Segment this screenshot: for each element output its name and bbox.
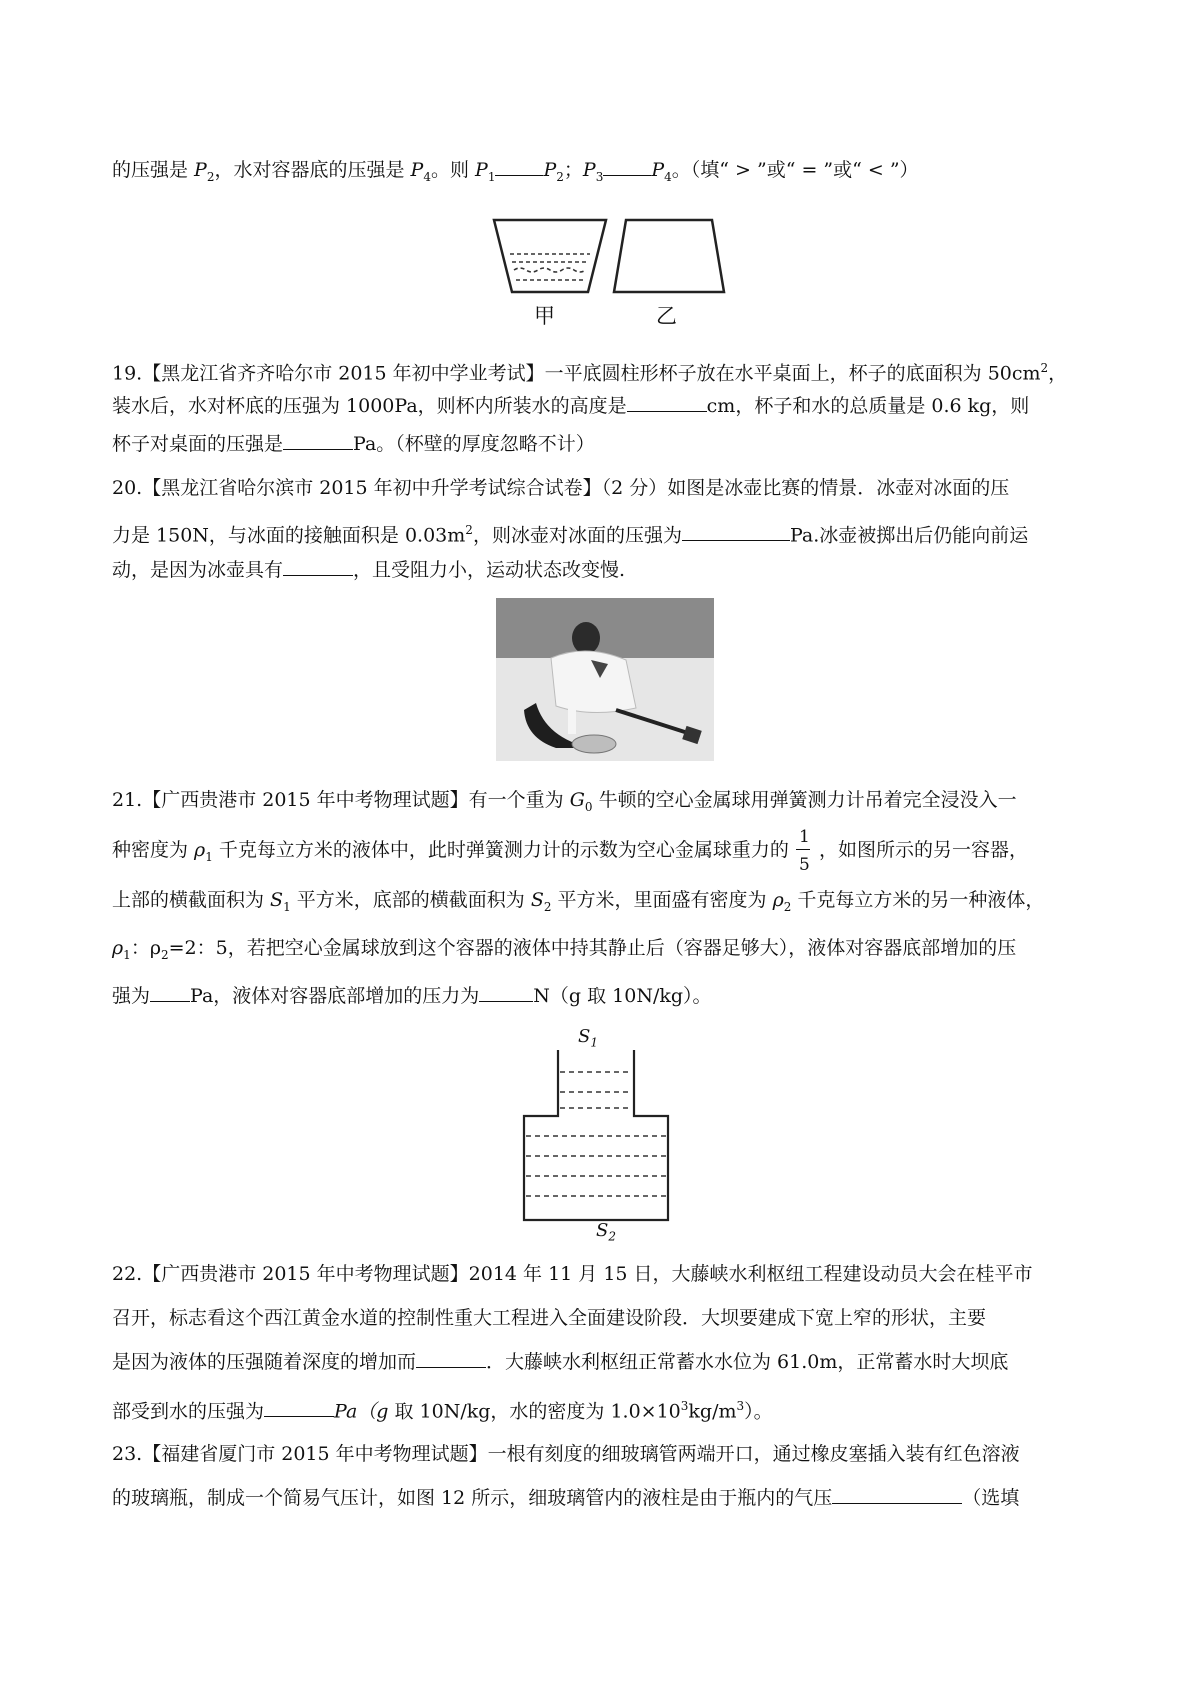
q21-line-2: 种密度为 $\rho_1$ 千克每立方米的液体中，此时弹簧测力计的示数为空心金属球重力的 $\frac{1}{5}$ ，如图所示的另一容器， <box>112 827 1029 875</box>
stepped-container-figure <box>508 1028 684 1246</box>
q22-line-4: 部受到水的压强为 Pa（g 取 10N/kg，水的密度为 $1.0\times 10^3kg/m^3$）。 <box>112 1399 773 1423</box>
answer-blank[interactable] <box>603 157 651 176</box>
s1-label: $S_1$ <box>578 1026 598 1050</box>
q19-line-3: 杯子对桌面的压强是 Pa。（杯壁的厚度忽略不计） <box>112 433 595 455</box>
curling-stone <box>572 735 616 753</box>
q22-line-3: 是因为液体的压强随着深度的增加而 ．大藤峡水利枢纽正常蓄水水位为 61.0m，正常蓄水时大坝底 <box>112 1351 1009 1373</box>
answer-blank[interactable] <box>283 431 353 450</box>
answer-blank[interactable] <box>682 522 790 541</box>
answer-blank[interactable] <box>832 1485 962 1504</box>
q23-line-2: 的玻璃瓶，制成一个简易气压计，如图 12 所示，细玻璃管内的液柱是由于瓶内的气压 （选填 <box>112 1487 1020 1509</box>
answer-blank[interactable] <box>495 157 543 176</box>
answer-blank[interactable] <box>479 983 533 1002</box>
container-left-shape <box>494 220 606 292</box>
water-lines <box>510 254 590 280</box>
container-outline <box>524 1050 668 1220</box>
container-right-shape <box>614 220 724 292</box>
figure-label-yi: 乙 <box>656 304 677 328</box>
q19-line-1: 19.【黑龙江省齐齐哈尔市 2015 年初中学业考试】一平底圆柱形杯子放在水平桌面上，杯子的底面积为 $50cm^2$， <box>112 361 1068 385</box>
q21-line-4: $\rho_1$：$\rho_2=2$：5，若把空心金属球放到这个容器的液体中持其静止后（容器足够大），液体对容器底部增加的压 <box>112 937 1017 962</box>
q21-line-5: 强为 Pa，液体对容器底部增加的压力为 N（g 取 10N/kg）。 <box>112 985 712 1007</box>
q23-line-1: 23.【福建省厦门市 2015 年中考物理试题】一根有刻度的细玻璃管两端开口，通过橡皮塞插入装有红色溶液 <box>112 1443 1020 1465</box>
q21-line-1: 21.【广西贵港市 2015 年中考物理试题】有一个重为 $G_0$ 牛顿的空心金属球用弹簧测力计吊着完全浸没入一 <box>112 789 1017 814</box>
q19-line-2: 装水后，水对杯底的压强为 1000Pa，则杯内所装水的高度是 cm，杯子和水的总质量是 0.6 kg，则 <box>112 395 1030 417</box>
answer-blank[interactable] <box>264 1398 334 1417</box>
q22-line-1: 22.【广西贵港市 2015 年中考物理试题】2014 年 11 月 15 日，大藤峡水利枢纽工程建设动员大会在桂平市 <box>112 1263 1033 1285</box>
q22-line-2: 召开，标志看这个西江黄金水道的控制性重大工程进入全面建设阶段．大坝要建成下宽上窄的形状，主要 <box>112 1307 987 1329</box>
q18-line-1: 的压强是 $P_2$，水对容器底的压强是 $P_4$。则 $P_1$ $P_2$；$P_3$ $P_4$。（填“ > ”或“ = ”或“ < ”） <box>112 159 919 184</box>
q20-line-3: 动，是因为冰壶具有 ，且受阻力小，运动状态改变慢. <box>112 559 626 581</box>
fraction-one-fifth: $\frac{1}{5}$ <box>795 837 813 865</box>
q20-line-1: 20.【黑龙江省哈尔滨市 2015 年初中升学考试综合试卷】（2 分）如图是冰壶比赛的情景．冰壶对冰面的压 <box>112 477 1010 499</box>
q20-line-2: 力是 150N，与冰面的接触面积是 $0.03m^2$，则冰壶对冰面的压强为 Pa.冰壶被掷出后仍能向前运 <box>112 523 1029 547</box>
answer-blank[interactable] <box>627 393 707 412</box>
curling-photo <box>496 598 714 761</box>
s2-label: $S_2$ <box>596 1220 616 1244</box>
answer-blank[interactable] <box>150 983 190 1002</box>
liquid-lines <box>526 1072 666 1196</box>
q21-line-3: 上部的横截面积为 $S_1$ 平方米，底部的横截面积为 $S_2$ 平方米，里面盛有密度为 $\rho_2$ 千克每立方米的另一种液体， <box>112 889 1045 914</box>
answer-blank[interactable] <box>416 1349 486 1368</box>
answer-blank[interactable] <box>283 557 353 576</box>
figure-label-jia: 甲 <box>534 304 555 328</box>
container-figure <box>490 210 730 332</box>
